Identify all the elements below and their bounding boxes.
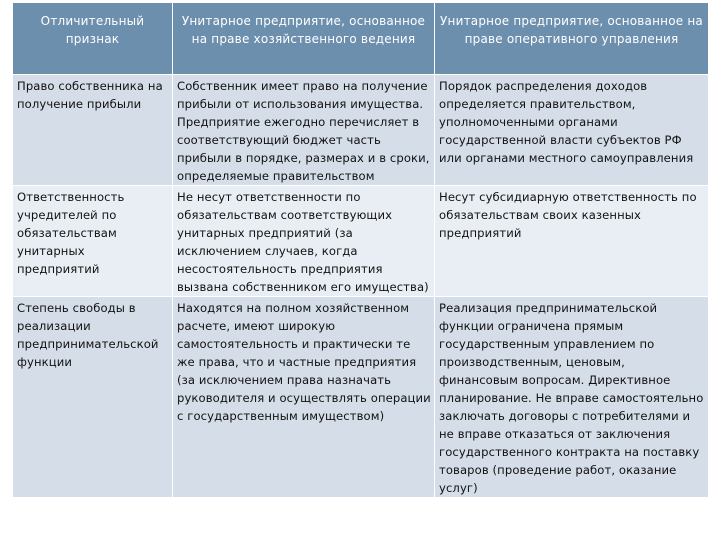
table-row (13, 186, 709, 297)
operational-management-cell: Несут субсидиарную ответственность по обязательствам своих казенных предприятий (435, 186, 709, 297)
economic-management-cell: Не несут ответственности по обязательствам соответствующих унитарных предприятий (за исключением случаев, когда несостоятельность предприятия вызвана собственником его имущества) (173, 186, 435, 297)
comparison-table (12, 2, 709, 498)
operational-management-cell: Реализация предпринимательской функции ограничена прямым государственным управлением по производственным, ценовым, финансовым вопросам. Директивное планирование. Не вправе самостоятельно заключать договоры с потребителями и не вправе отказаться от заключения государственного контракта на поставку товаров (проведение работ, оказание услуг) (435, 297, 709, 498)
header-operational-management: Унитарное предприятие, основанное на праве оперативного управления (435, 3, 709, 75)
row-feature-cell: Ответственность учредителей по обязательствам унитарных предприятий (13, 186, 173, 297)
table-row (13, 297, 709, 498)
row-feature-cell: Степень свободы в реализации предпринимательской функции (13, 297, 173, 498)
table-row (13, 75, 709, 186)
header-economic-management: Унитарное предприятие, основанное на праве хозяйственного ведения (173, 3, 435, 75)
row-feature-cell: Право собственника на получение прибыли (13, 75, 173, 186)
operational-management-cell: Порядок распределения доходов определяется правительством, уполномоченными органами государственной власти субъектов РФ или органами местного самоуправления (435, 75, 709, 186)
economic-management-cell: Собственник имеет право на получение прибыли от использования имущества. Предприятие ежегодно перечисляет в соответствующий бюджет часть прибыли в порядке, размерах и в сроки, определяемые правительством (173, 75, 435, 186)
header-row (13, 3, 709, 75)
header-feature: Отличительный признак (13, 3, 173, 75)
economic-management-cell: Находятся на полном хозяйственном расчете, имеют широкую самостоятельность и практически те же права, что и частные предприятия (за исключением права назначать руководителя и осуществлять операции с государственным имуществом) (173, 297, 435, 498)
